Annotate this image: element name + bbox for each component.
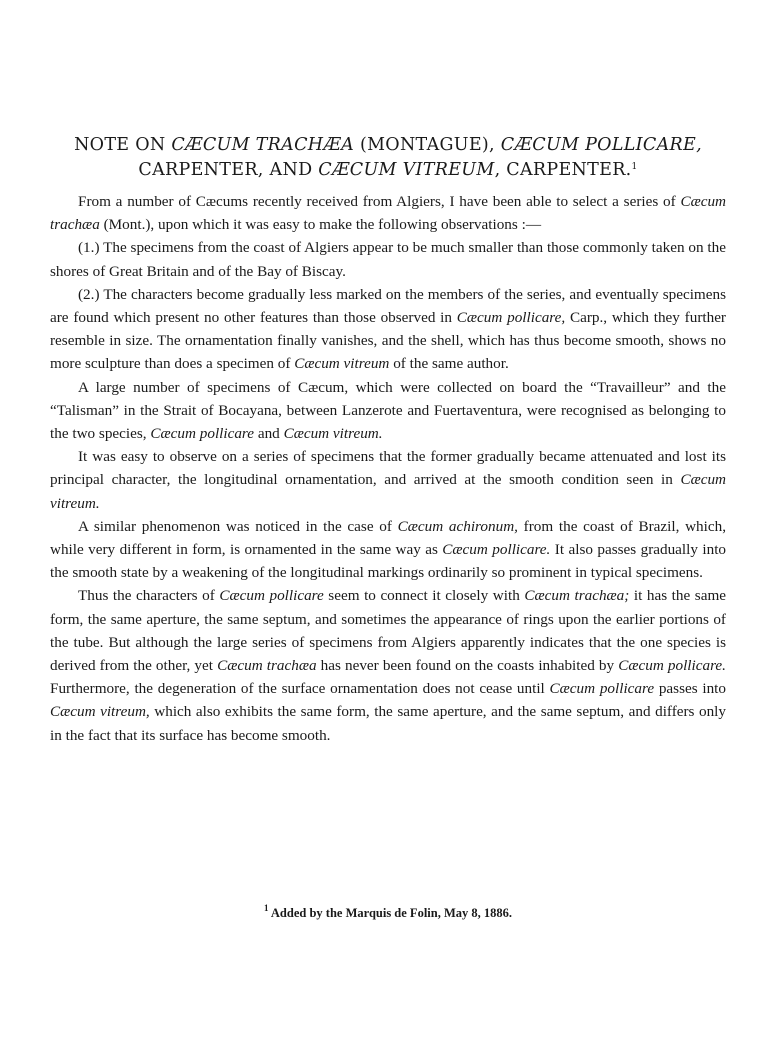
- title-line-2: CARPENTER, AND CÆCUM VITREUM, CARPENTER.$^1$: [138, 160, 638, 180]
- footnote-marker: 1: [631, 162, 638, 172]
- title-line-1: NOTE ON CÆCUM TRACHÆA (MONTAGUE), CÆCUM POLLICARE,: [74, 135, 702, 155]
- paragraph-4: A large number of specimens of Cæcum, which were collected on board the “Travailleur” and the “Talisman” in the Strait of Bocayana, between Lanzerote and Fuertaventura, were recognised as belonging to the two species, Cæcum pollicare and Cæcum vitreum.: [50, 378, 726, 443]
- paragraph-7: Thus the characters of Cæcum pollicare seem to connect it closely with Cæcum trachæa; it has the same form, the same aperture, the same septum, and sometimes the appearance of rings upon the earlier portions of the tube. But although the large series of specimens from Algiers apparently indicates that the one species is derived from the other, yet Cæcum trachæa has never been found on the coasts inhabited by Cæcum pollicare. Furthermore, the degeneration of the surface ornamentation does not cease until Cæcum pollicare passes into Cæcum vitreum, which also exhibits the same form, the same aperture, and the same septum, and differs only in the fact that its surface has become smooth.: [50, 587, 727, 744]
- paragraph-1: From a number of Cæcums recently received from Algiers, I have been able to select a series of Cæcum trachæa (Mont.), upon which it was easy to make the following observations :—: [50, 193, 726, 234]
- species-name: CÆCUM POLLICARE,: [500, 135, 702, 155]
- paragraph-6: A similar phenomenon was noticed in the case of Cæcum achironum, from the coast of Brazil, which, while very different in form, is ornamented in the same way as Cæcum pollicare. It also passes gradually into the smooth state by a weakening of the longitudinal markings ordinarily so prominent in typical specimens.: [50, 517, 727, 582]
- paragraph-5: It was easy to observe on a series of specimens that the former gradually became attenuated and lost its principal character, the longitudinal ornamentation, and arrived at the smooth condition seen in Cæcum vitreum.: [50, 448, 726, 512]
- page-title: [40, 133, 736, 183]
- footnote-marker: 1: [263, 903, 269, 913]
- footnote-text: Added by the Marquis de Folin, May 8, 1886.: [268, 906, 513, 920]
- paragraph-2: (1.) The specimens from the coast of Algiers appear to be much smaller than those commonly taken on the shores of Great Britain and of the Bay of Biscay.: [50, 239, 726, 280]
- footnote: [50, 903, 726, 921]
- paragraph-3: (2.) The characters become gradually less marked on the members of the series, and eventually specimens are found which present no other features than those observed in Cæcum pollicare, Carp., which they further resemble in size. The ornamentation finally vanishes, and the shell, which has thus become smooth, shows no more sculpture than does a specimen of Cæcum vitreum of the same author.: [50, 285, 726, 373]
- body-text: [50, 190, 726, 747]
- species-name: CÆCUM VITREUM: [318, 160, 495, 180]
- species-name: CÆCUM TRACHÆA: [171, 135, 355, 155]
